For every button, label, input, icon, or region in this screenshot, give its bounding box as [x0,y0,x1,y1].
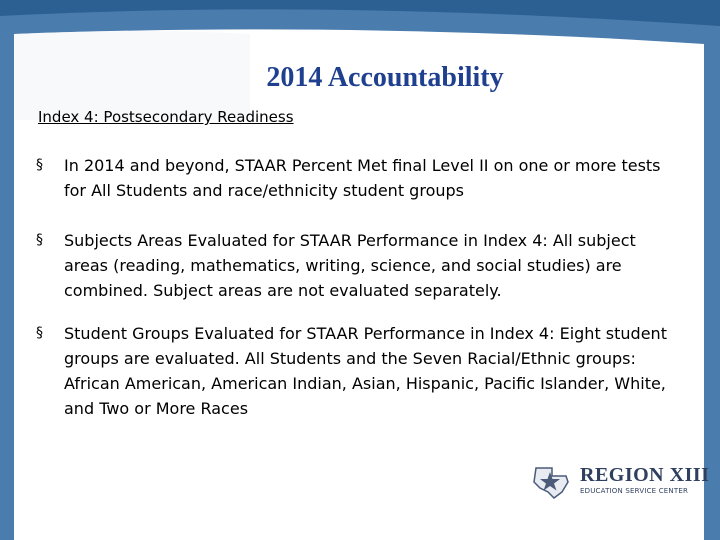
logo-subtitle: EDUCATION SERVICE CENTER [580,487,689,495]
texas-star-icon [530,462,576,502]
bullet-text: Student Groups Evaluated for STAAR Performance in Index 4: Eight student groups are evaluated. All Students and the Seven Racial/Ethnic groups: African American, American Indian, Asian, Hispanic, Pacific Islander, White, and Two or More Races [64,324,667,418]
bullet-marker: § [36,157,43,173]
slide-title: 2014 Accountability [266,62,504,93]
region-xiii-logo [530,462,710,502]
bullet-text: In 2014 and beyond, STAAR Percent Met final Level II on one or more tests for All Students and race/ethnicity student groups [64,156,661,200]
logo-name: REGION XIII [580,464,710,486]
bullet-marker: § [36,325,43,341]
bullet-marker: § [36,232,43,248]
bullet-text: Subjects Areas Evaluated for STAAR Performance in Index 4: All subject areas (reading, mathematics, writing, science, and social studies) are combined. Subject areas are not evaluated separately. [64,231,636,300]
index-subheading: Index 4: Postsecondary Readiness [38,108,294,126]
